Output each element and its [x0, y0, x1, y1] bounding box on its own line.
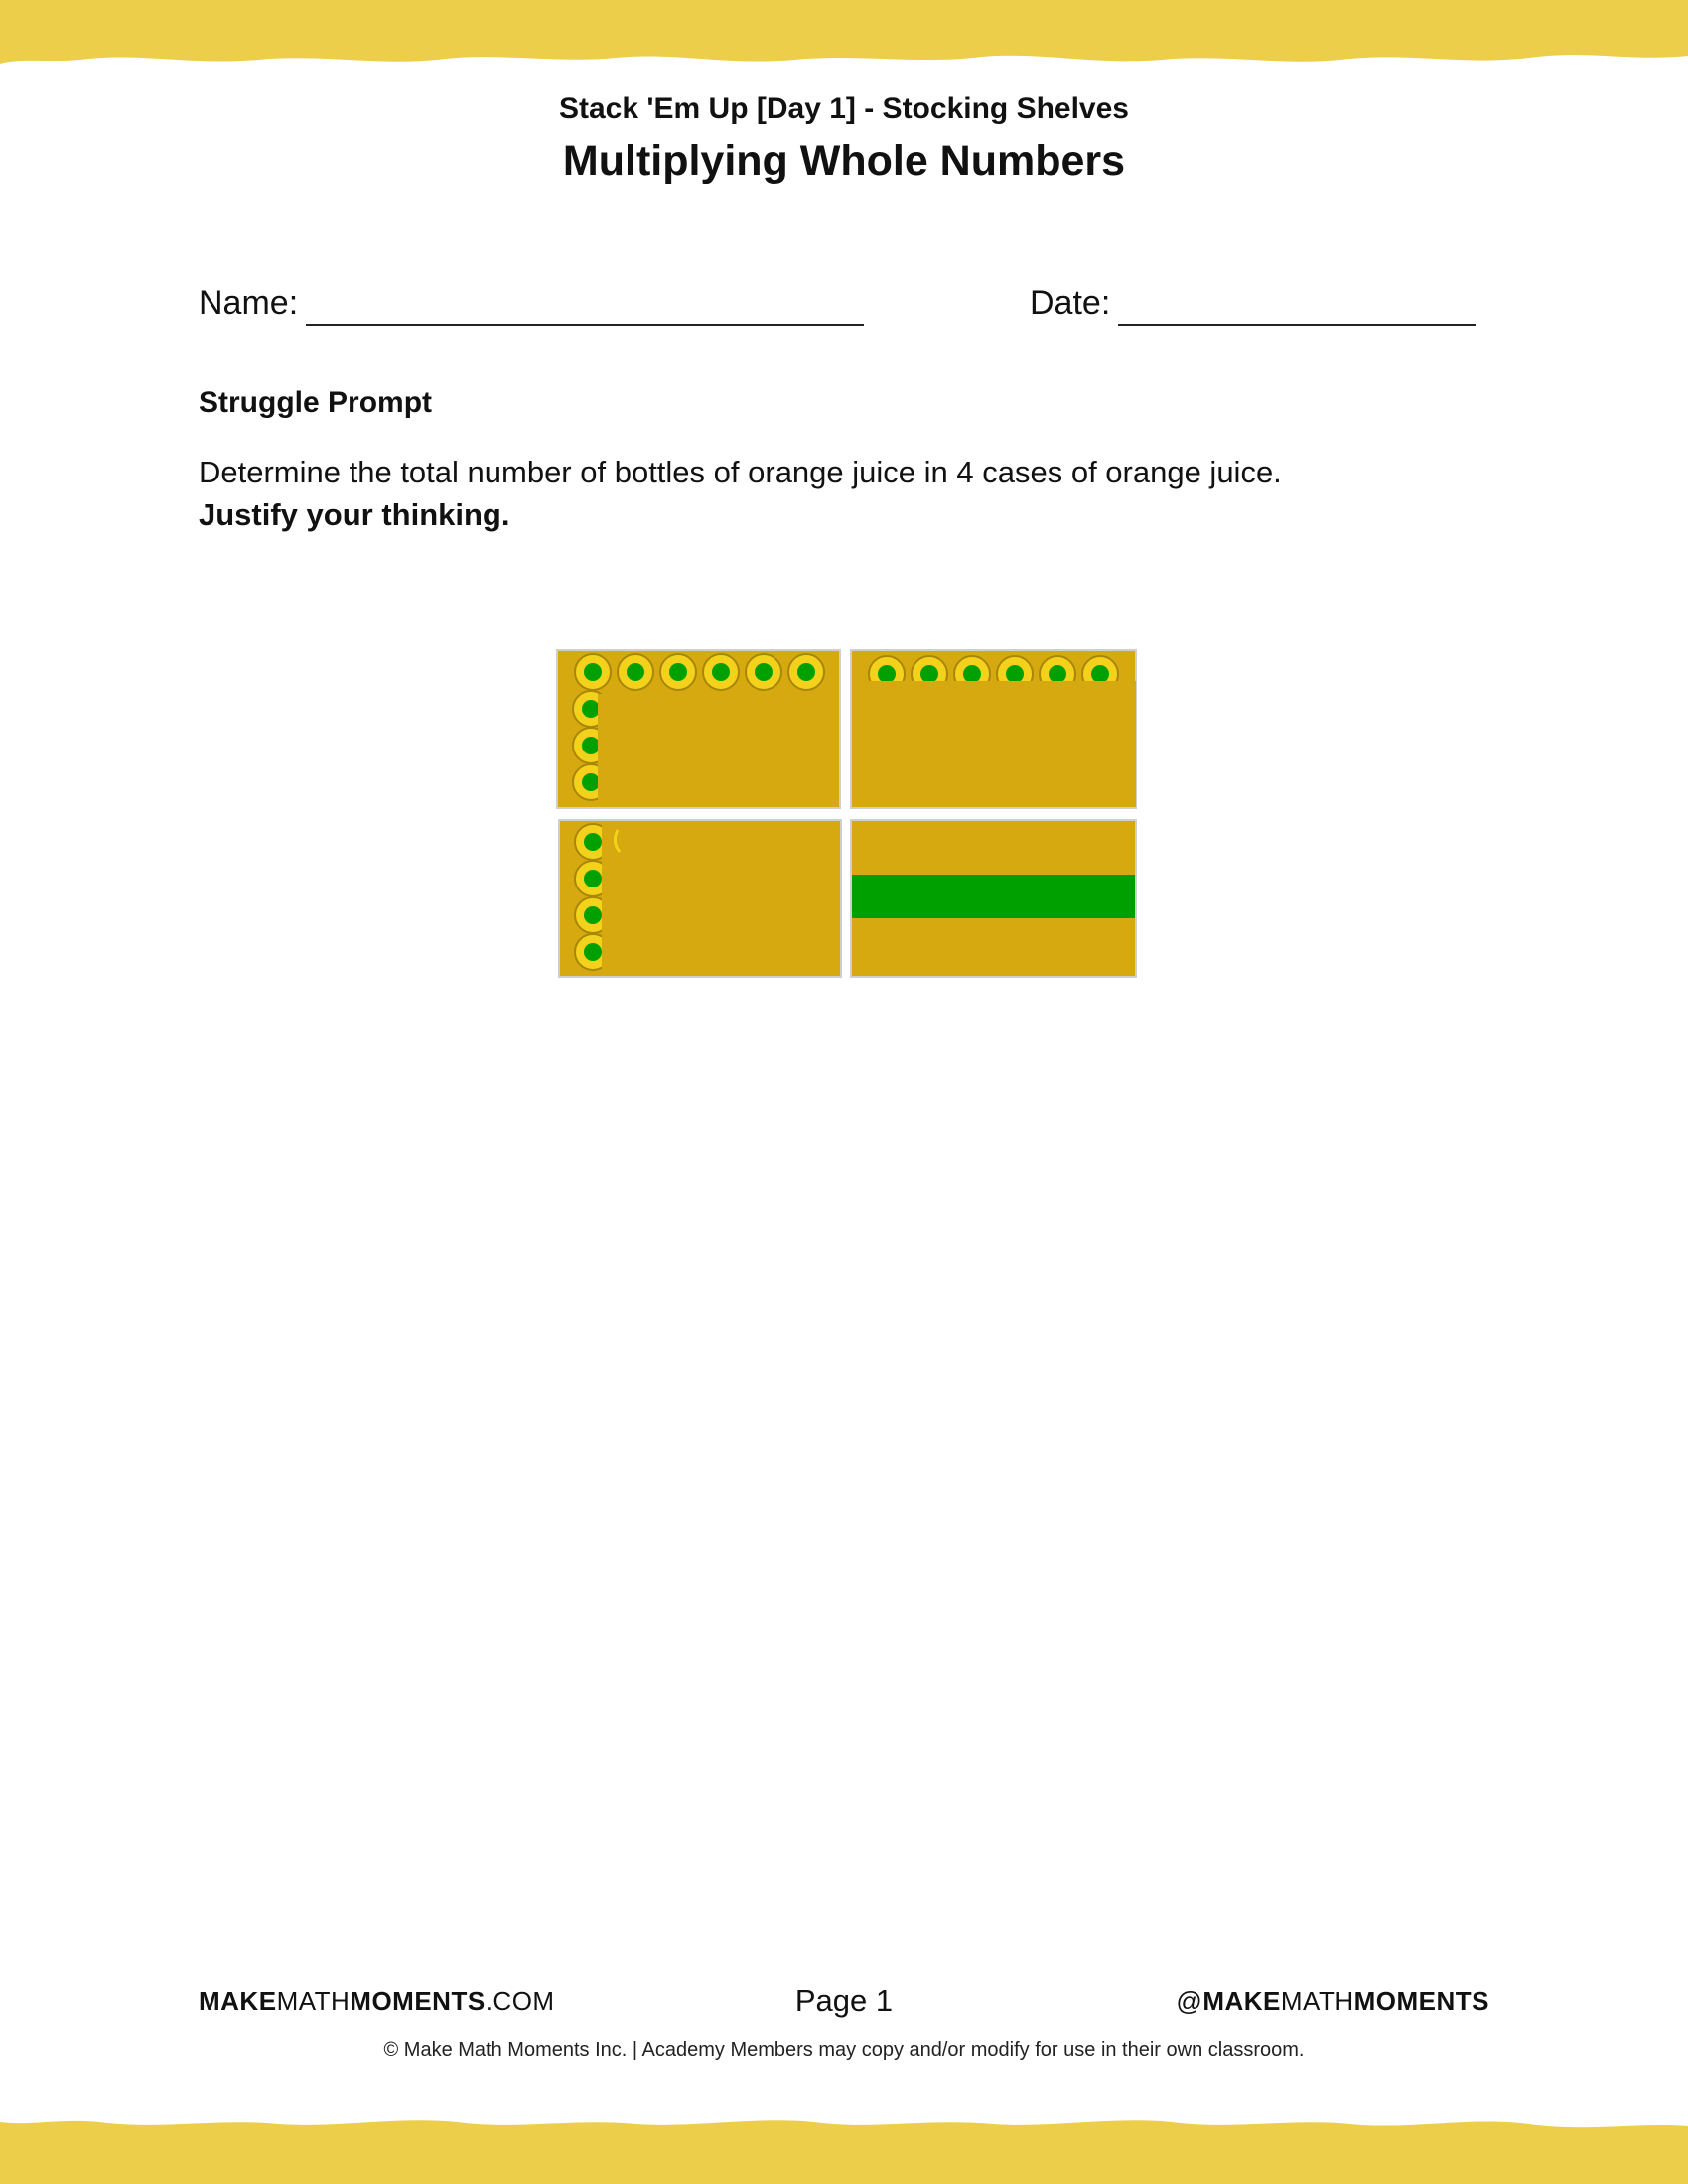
struggle-prompt-text: [199, 451, 1489, 536]
prompt-emphasis: Justify your thinking.: [199, 497, 510, 532]
top-paint-band: [0, 0, 1688, 79]
prompt-question: Determine the total number of bottles of orange juice in 4 cases of orange juice.: [199, 455, 1282, 489]
bottom-paint-band: [0, 2105, 1688, 2184]
date-field[interactable]: [1030, 280, 1476, 326]
page-footer: [199, 1978, 1489, 2025]
copyright-notice: © Make Math Moments Inc. | Academy Members may copy and/or modify for use in their own classroom.: [383, 2039, 1305, 2061]
name-field[interactable]: [199, 280, 864, 326]
date-label: Date:: [1030, 284, 1111, 322]
date-line[interactable]: [1118, 288, 1476, 326]
name-line[interactable]: [306, 288, 864, 326]
case-3: [559, 820, 841, 977]
case-4: [851, 820, 1136, 977]
case-1: [557, 650, 840, 808]
website-link[interactable]: MAKEMATHMOMENTS.COM: [199, 1986, 555, 2016]
page-number: Page 1: [794, 1983, 894, 2018]
worksheet-header: [0, 87, 1688, 189]
name-label: Name:: [199, 284, 299, 322]
case-2: [851, 650, 1136, 808]
lesson-subtitle: Stack 'Em Up [Day 1] - Stocking Shelves: [559, 92, 1129, 125]
struggle-prompt-heading: Struggle Prompt: [199, 386, 433, 419]
lesson-title: Multiplying Whole Numbers: [562, 137, 1126, 185]
social-handle[interactable]: @MAKEMATHMOMENTS: [1176, 1986, 1489, 2016]
orange-juice-cases-illustration: [556, 649, 1138, 979]
